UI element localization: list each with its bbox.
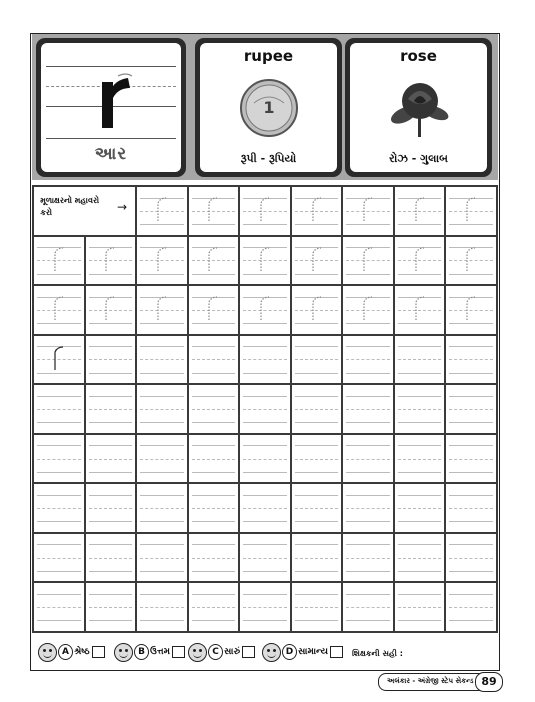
grade-letter: D xyxy=(282,644,297,660)
rose-word: rose xyxy=(400,47,437,65)
arrow-icon: → xyxy=(116,200,128,215)
grade-label: ઉત્તમ xyxy=(150,647,171,657)
page-border xyxy=(30,33,500,671)
grade-label: સારું xyxy=(224,647,241,657)
page-number: 89 xyxy=(475,672,503,692)
rupee-word: rupee xyxy=(243,47,294,65)
book-title: અલંકાર - અંગ્રેજી સ્ટેપ સેકન્ડ xyxy=(387,677,474,685)
grade-letter: A xyxy=(58,644,73,660)
grade-label: સામાન્ય xyxy=(298,647,328,657)
grade-letter: B xyxy=(134,644,149,660)
instruction-text: મૂળાક્ષરનો મહાવરો કરો xyxy=(40,196,100,218)
grade-label: શ્રેષ્ઠ xyxy=(74,647,90,657)
letter-name: આર xyxy=(94,144,128,164)
rupee-caption: રૂપી - રૂપિયો xyxy=(240,152,297,165)
teacher-sign-label: શિક્ષકની સહી : xyxy=(352,649,403,658)
rose-caption: રોઝ - ગુલાબ xyxy=(388,152,449,165)
svg-text:1: 1 xyxy=(263,98,275,117)
grade-letter: C xyxy=(208,644,223,660)
